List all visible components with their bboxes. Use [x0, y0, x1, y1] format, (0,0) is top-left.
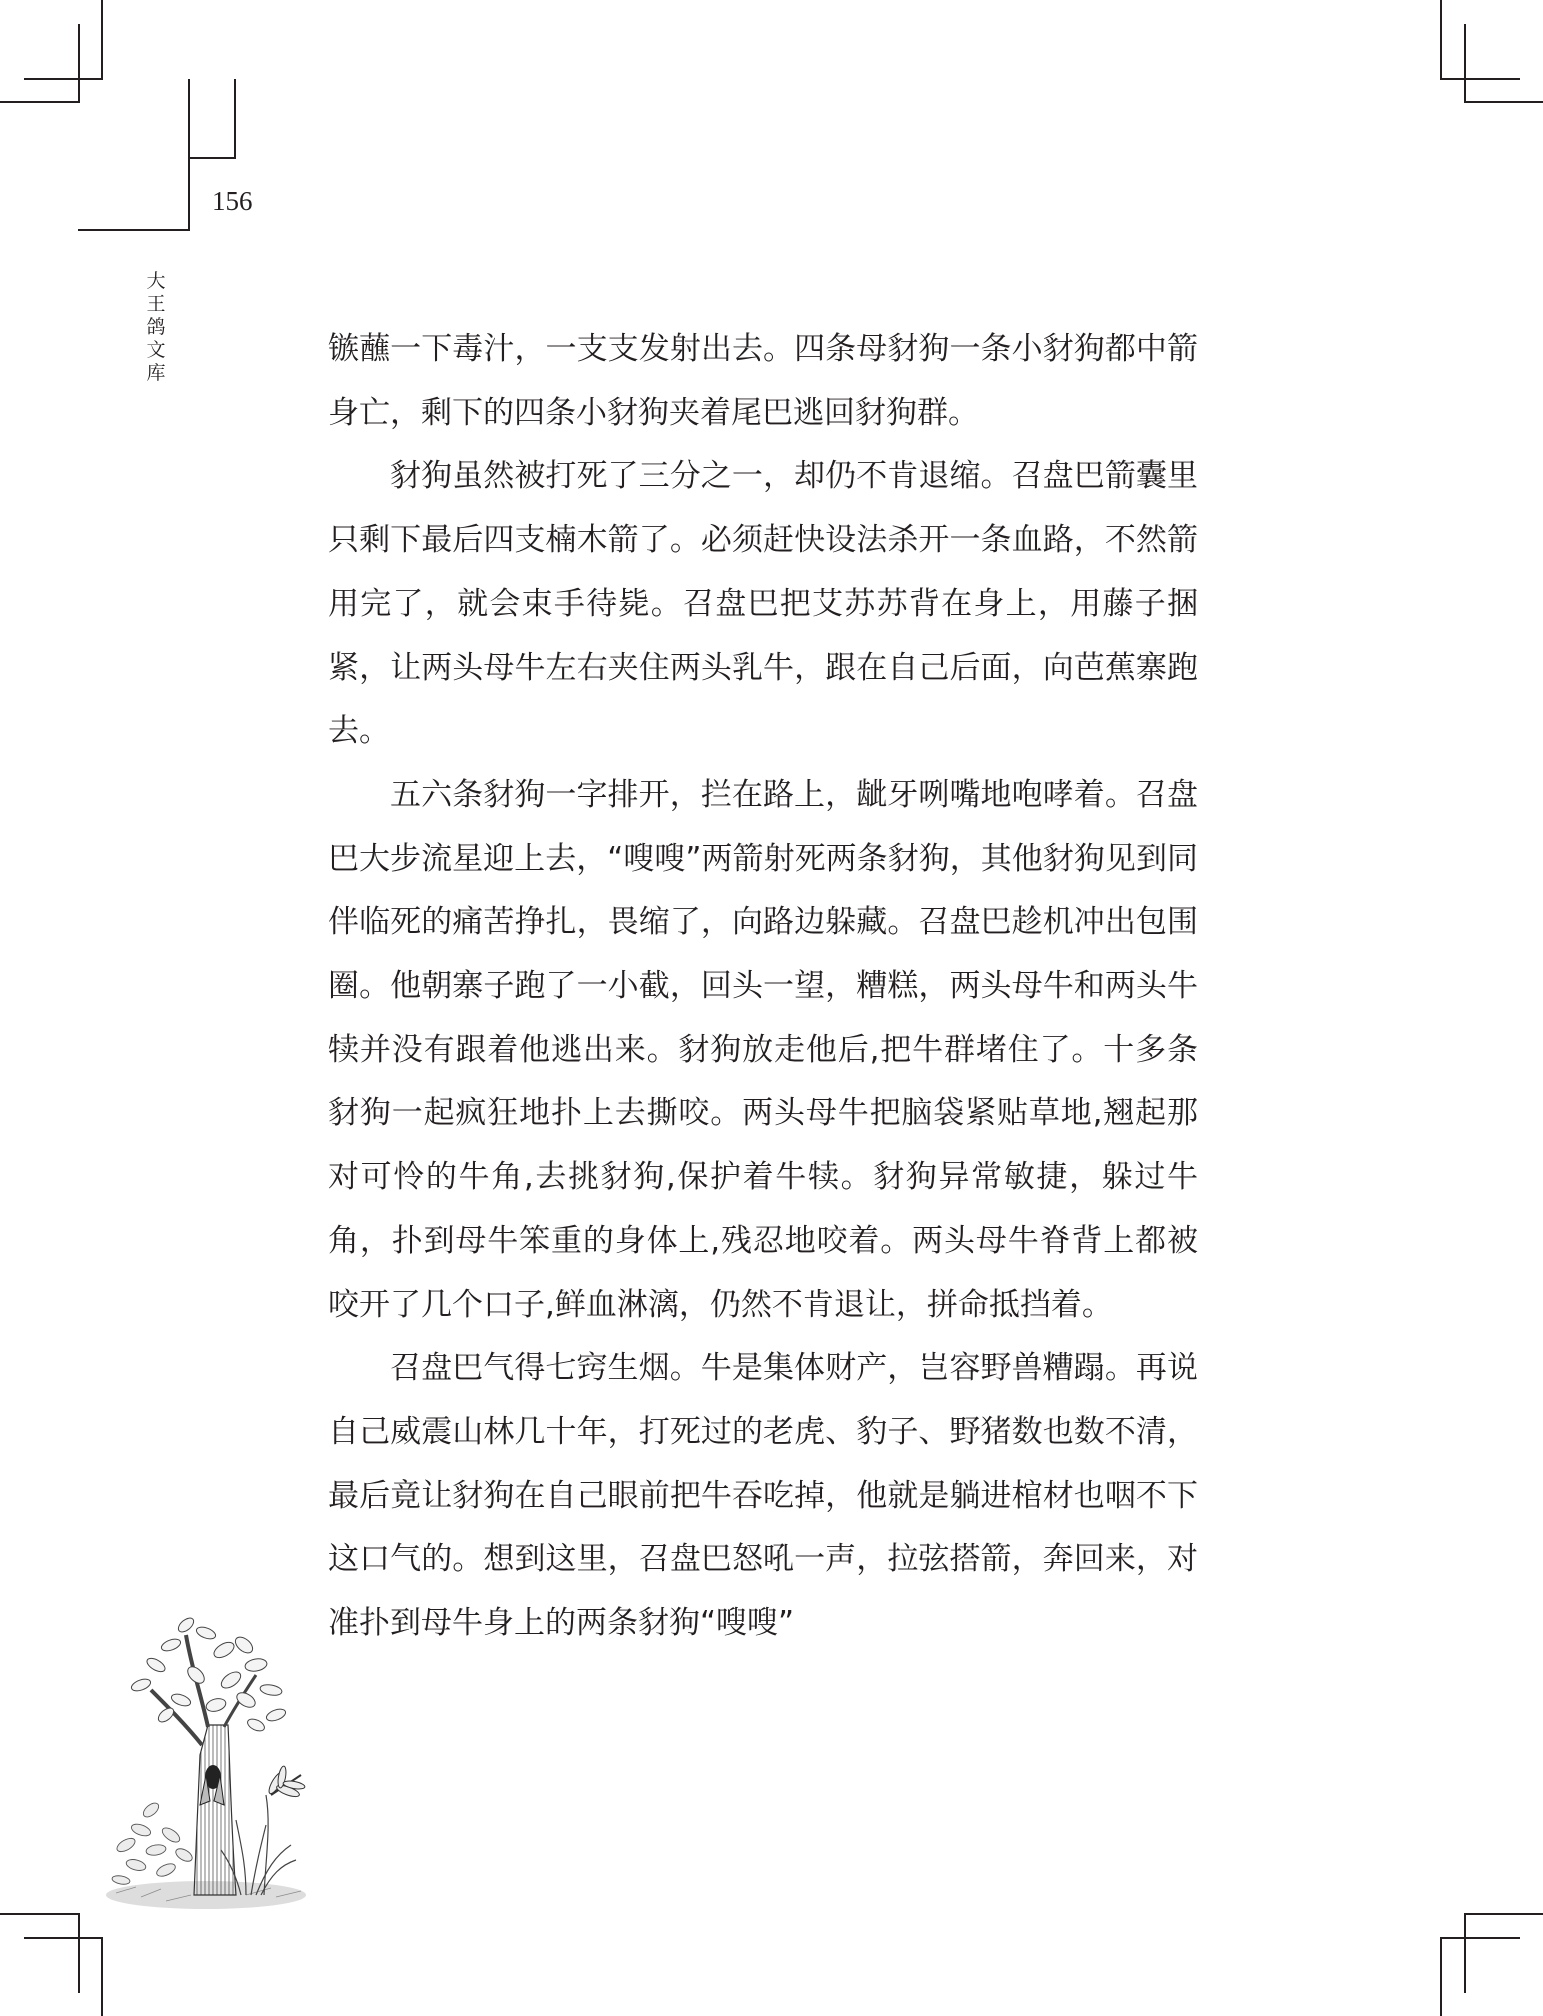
paragraph: 召盘巴气得七窍生烟。牛是集体财产，岂容野兽糟蹋。再说自己威震山林几十年，打死过的老虎、豹子、野猪数也数不清，最后竟让豺狗在自己眼前把牛吞吃掉，他就是躺进棺材也咽不下这口气的。想到这里，召盘巴怒吼一声，拉弦搭箭，奔回来，对准扑到母牛身上的两条豺狗“嗖嗖”	[328, 1350, 1198, 1642]
dragonfly-icon	[267, 1766, 306, 1799]
tree-sketch-icon	[96, 1605, 321, 1910]
tree-illustration	[96, 1605, 321, 1910]
page-number: 156	[212, 186, 253, 216]
paragraph: 五六条豺狗一字排开，拦在路上，龇牙咧嘴地咆哮着。召盘巴大步流星迎上去，“嗖嗖”两箭射死两条豺狗，其他豺狗见到同伴临死的痛苦挣扎，畏缩了，向路边躲藏。召盘巴趁机冲出包围圈。他朝寨子跑了一小截，回头一望，糟糕，两头母牛和两头牛犊并没有跟着他逃出来。豺狗放走他后,把牛群堵住了。十多条豺狗一起疯狂地扑上去撕咬。两头母牛把脑袋紧贴草地,翘起那对可怜的牛角,去挑豺狗,保护着牛犊。豺狗异常敏捷，躲过牛角，扑到母牛笨重的身体上,残忍地咬着。两头母牛脊背上都被咬开了几个口子,鲜血淋漓，仍然不肯退让，拼命抵挡着。	[328, 776, 1198, 1323]
paragraph: 豺狗虽然被打死了三分之一，却仍不肯退缩。召盘巴箭囊里只剩下最后四支楠木箭了。必须赶快设法杀开一条血路，不然箭用完了，就会束手待毙。召盘巴把艾苏苏背在身上，用藤子捆紧，让两头母牛左右夹住两头乳牛，跟在自己后面，向芭蕉寨跑去。	[328, 458, 1198, 750]
paragraph: 镞蘸一下毒汁，一支支发射出去。四条母豺狗一条小豺狗都中箭身亡，剩下的四条小豺狗夹着尾巴逃回豺狗群。	[328, 331, 1198, 431]
series-title: 大王鸽文库	[146, 270, 166, 384]
body-text	[328, 318, 1198, 1656]
